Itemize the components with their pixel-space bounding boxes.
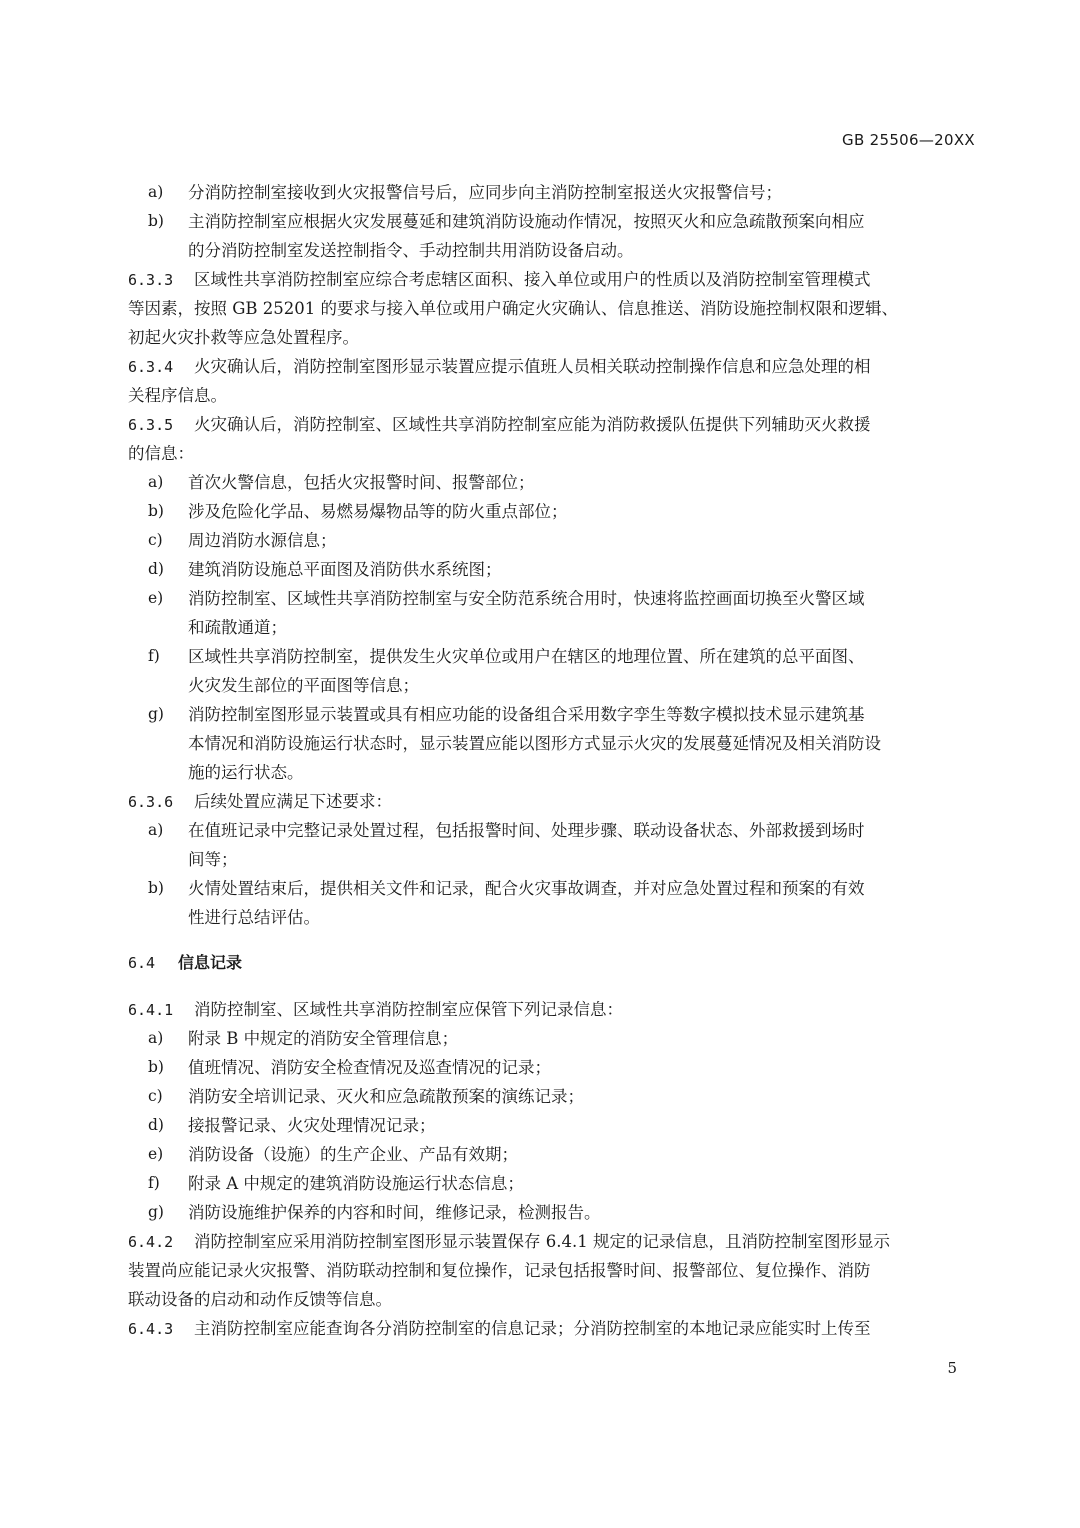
text-line: 和疏散通道； <box>188 618 287 637</box>
clause-number: 6.3.4 <box>128 358 174 376</box>
text-line: 初起火灾扑救等应急处置程序。 <box>128 328 359 347</box>
text-line: 涉及危险化学品、易燃易爆物品等的防火重点部位； <box>188 502 568 521</box>
list-item <box>128 1169 978 1198</box>
list-item <box>128 526 978 555</box>
text-line: 本情况和消防设施运行状态时，显示装置应能以图形方式显示火灾的发展蔓延情况及相关消防设 <box>188 734 881 753</box>
text-line: 装置尚应能记录火灾报警、消防联动控制和复位操作，记录包括报警时间、报警部位、复位操作、消防 <box>128 1261 871 1280</box>
text-line: 首次火警信息，包括火灾报警时间、报警部位； <box>188 473 535 492</box>
list-item <box>128 700 978 787</box>
text-line: 消防设施维护保养的内容和时间，维修记录，检测报告。 <box>188 1203 601 1222</box>
list-marker: b) <box>148 212 164 230</box>
list-item <box>128 555 978 584</box>
text-line: 施的运行状态。 <box>188 763 304 782</box>
list-marker: a) <box>148 183 164 201</box>
list-marker: g) <box>148 705 164 723</box>
standard-code-header: GB 25506—20XX <box>842 131 975 149</box>
list-marker: g) <box>148 1203 164 1221</box>
list-item <box>128 1082 978 1111</box>
clause-number: 6.3.5 <box>128 416 174 434</box>
list-marker: d) <box>148 560 164 578</box>
text-line: 在值班记录中完整记录处置过程，包括报警时间、处理步骤、联动设备状态、外部救援到场时 <box>188 821 865 840</box>
text-line: 火灾发生部位的平面图等信息； <box>188 676 419 695</box>
text-line: 的分消防控制室发送控制指令、手动控制共用消防设备启动。 <box>188 241 634 260</box>
clause-number: 6.4.3 <box>128 1320 174 1338</box>
text-line: 消防设备（设施）的生产企业、产品有效期； <box>188 1145 518 1164</box>
list-marker: b) <box>148 879 164 897</box>
clause-number: 6.3.6 <box>128 793 174 811</box>
clause-number: 6.4.2 <box>128 1233 174 1251</box>
list-marker: d) <box>148 1116 164 1134</box>
clause-6-3-3 <box>128 265 978 352</box>
text-line: 消防控制室、区域性共享消防控制室与安全防范系统合用时，快速将监控画面切换至火警区域 <box>188 589 865 608</box>
clause-6-4-3 <box>128 1314 978 1343</box>
clause-6-3-6 <box>128 787 978 816</box>
list-item <box>128 497 978 526</box>
list-item <box>128 816 978 874</box>
list-marker: a) <box>148 1029 164 1047</box>
page-number: 5 <box>947 1359 957 1377</box>
text-line: 消防安全培训记录、灭火和应急疏散预案的演练记录； <box>188 1087 584 1106</box>
list-item <box>128 207 978 265</box>
text-line: 主消防控制室应能查询各分消防控制室的信息记录；分消防控制室的本地记录应能实时上传至 <box>194 1319 871 1338</box>
list-item <box>128 1024 978 1053</box>
text-line: 附录 B 中规定的消防安全管理信息； <box>188 1029 459 1048</box>
list-item <box>128 468 978 497</box>
text-line: 等因素，按照 GB 25201 的要求与接入单位或用户确定火灾确认、信息推送、消防设施控制权限和逻辑、 <box>128 299 899 318</box>
text-line: 建筑消防设施总平面图及消防供水系统图； <box>188 560 502 579</box>
list-marker: e) <box>148 589 164 607</box>
list-marker: e) <box>148 1145 164 1163</box>
text-line: 火灾确认后，消防控制室、区域性共享消防控制室应能为消防救援队伍提供下列辅助灭火救援 <box>194 415 871 434</box>
text-line: 区域性共享消防控制室，提供发生火灾单位或用户在辖区的地理位置、所在建筑的总平面图、 <box>188 647 865 666</box>
clause-number: 6.4.1 <box>128 1001 174 1019</box>
text-line: 周边消防水源信息； <box>188 531 337 550</box>
text-line: 主消防控制室应根据火灾发展蔓延和建筑消防设施动作情况，按照灭火和应急疏散预案向相应 <box>188 212 865 231</box>
clause-6-3-5 <box>128 410 978 468</box>
text-line: 间等； <box>188 850 238 869</box>
text-line: 的信息： <box>128 444 194 463</box>
list-item <box>128 1140 978 1169</box>
text-line: 性进行总结评估。 <box>188 908 320 927</box>
list-marker: a) <box>148 473 164 491</box>
text-line: 接报警记录、火灾处理情况记录； <box>188 1116 436 1135</box>
text-line: 火灾确认后，消防控制室图形显示装置应提示值班人员相关联动控制操作信息和应急处理的相 <box>194 357 871 376</box>
text-line: 后续处置应满足下述要求： <box>194 792 392 811</box>
text-line: 区域性共享消防控制室应综合考虑辖区面积、接入单位或用户的性质以及消防控制室管理模式 <box>194 270 871 289</box>
list-item <box>128 584 978 642</box>
text-line: 火情处置结束后，提供相关文件和记录，配合火灾事故调查，并对应急处置过程和预案的有效 <box>188 879 865 898</box>
list-item <box>128 1198 978 1227</box>
section-number: 6.4 <box>128 954 156 972</box>
list-marker: b) <box>148 1058 164 1076</box>
list-marker: f) <box>148 1174 160 1192</box>
clause-number: 6.3.3 <box>128 271 174 289</box>
clause-6-4-1 <box>128 995 978 1024</box>
list-item <box>128 178 978 207</box>
text-line: 消防控制室、区域性共享消防控制室应保管下列记录信息： <box>194 1000 623 1019</box>
list-marker: f) <box>148 647 160 665</box>
text-line: 值班情况、消防安全检查情况及巡查情况的记录； <box>188 1058 551 1077</box>
list-marker: a) <box>148 821 164 839</box>
list-item <box>128 1053 978 1082</box>
text-line: 分消防控制室接收到火灾报警信号后，应同步向主消防控制室报送火灾报警信号； <box>188 183 782 202</box>
text-line: 联动设备的启动和动作反馈等信息。 <box>128 1290 392 1309</box>
text-line: 消防控制室应采用消防控制室图形显示装置保存 6.4.1 规定的记录信息，且消防控制室图形显示 <box>194 1232 890 1251</box>
list-marker: c) <box>148 531 163 549</box>
document-body <box>128 178 978 1343</box>
list-marker: c) <box>148 1087 163 1105</box>
clause-6-3-4 <box>128 352 978 410</box>
section-heading-6-4 <box>128 948 978 977</box>
clause-6-4-2 <box>128 1227 978 1314</box>
text-line: 消防控制室图形显示装置或具有相应功能的设备组合采用数字孪生等数字模拟技术显示建筑基 <box>188 705 865 724</box>
section-title: 信息记录 <box>178 953 243 972</box>
list-item <box>128 1111 978 1140</box>
list-item <box>128 642 978 700</box>
list-item <box>128 874 978 932</box>
text-line: 附录 A 中规定的建筑消防设施运行状态信息； <box>188 1174 524 1193</box>
list-marker: b) <box>148 502 164 520</box>
text-line: 关程序信息。 <box>128 386 227 405</box>
